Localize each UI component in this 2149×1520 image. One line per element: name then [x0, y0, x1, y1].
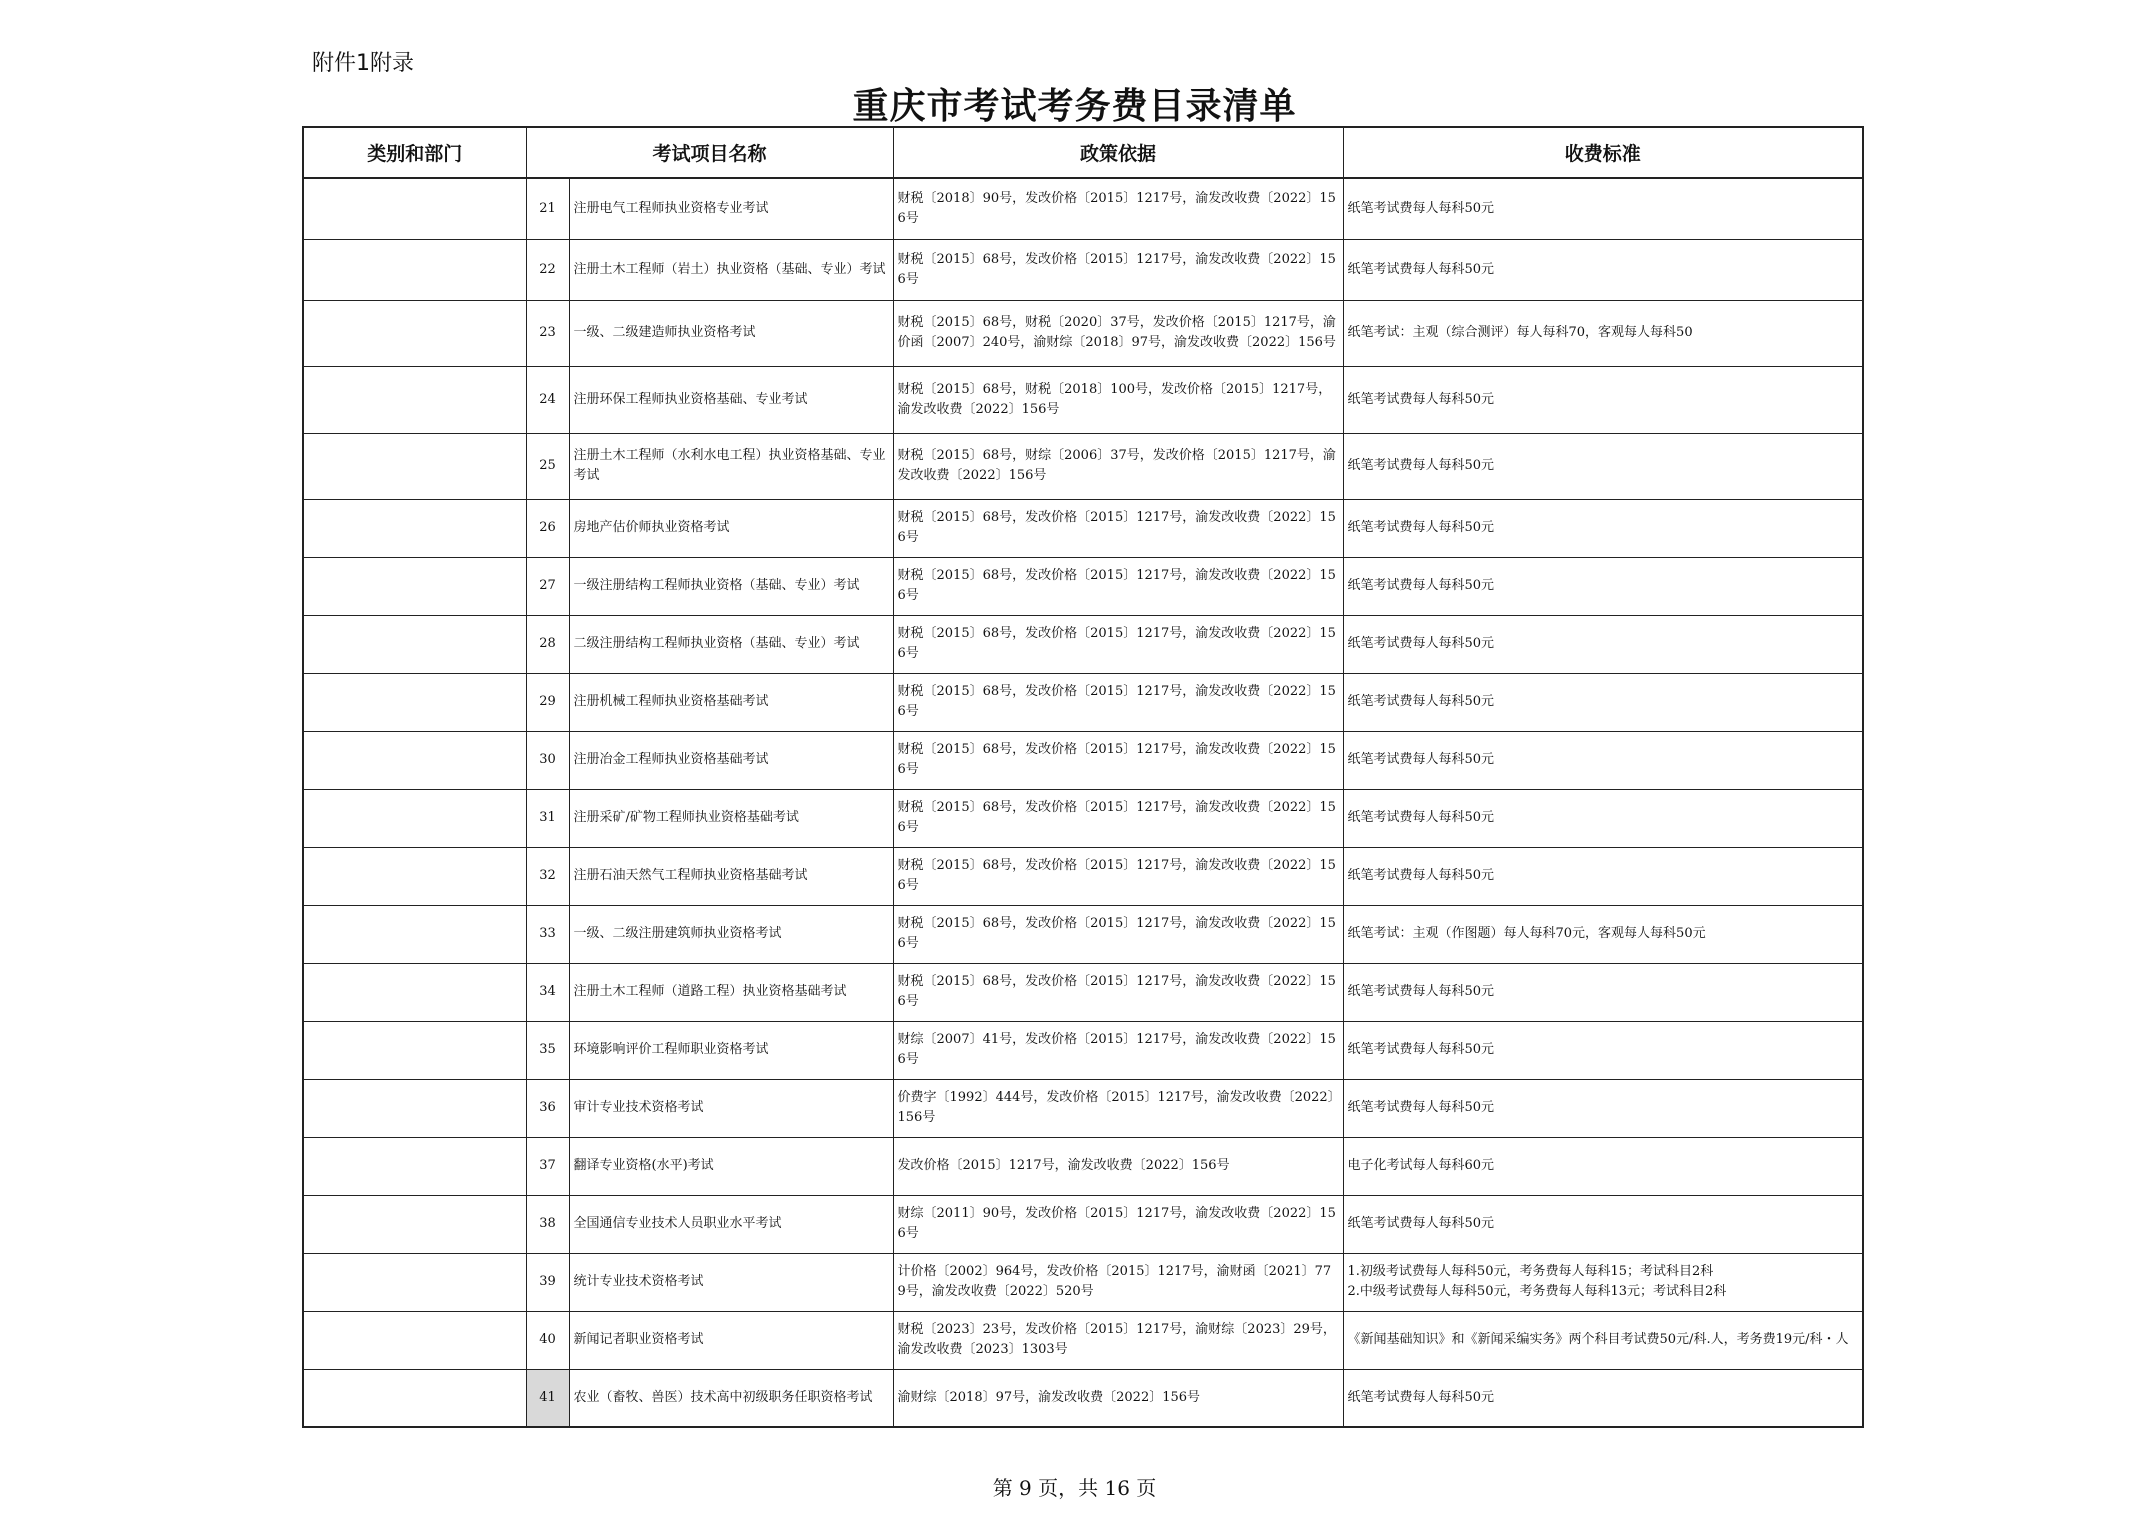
standard-cell: 纸笔考试费每人每科50元: [1343, 1369, 1863, 1427]
exam-name-cell: 一级、二级注册建筑师执业资格考试: [569, 905, 893, 963]
standard-cell: 纸笔考试费每人每科50元: [1343, 239, 1863, 300]
standard-cell: 纸笔考试：主观（综合测评）每人每科70，客观每人每科50: [1343, 300, 1863, 366]
standard-cell: [1343, 1253, 1863, 1311]
exam-name-cell: 新闻记者职业资格考试: [569, 1311, 893, 1369]
standard-cell: 纸笔考试费每人每科50元: [1343, 1195, 1863, 1253]
row-number: 30: [526, 731, 569, 789]
exam-name-cell: 注册电气工程师执业资格专业考试: [569, 178, 893, 239]
category-cell: [303, 673, 526, 731]
table-row: [303, 366, 1863, 433]
exam-name-cell: 二级注册结构工程师执业资格（基础、专业）考试: [569, 615, 893, 673]
row-number: 21: [526, 178, 569, 239]
standard-line: 2.中级考试费每人每科50元，考务费每人每科13元；考试科目2科: [1347, 1284, 1727, 1299]
exam-name-cell: 注册土木工程师（道路工程）执业资格基础考试: [569, 963, 893, 1021]
table-row: [303, 731, 1863, 789]
standard-cell: 纸笔考试费每人每科50元: [1343, 673, 1863, 731]
row-number: 22: [526, 239, 569, 300]
standard-cell: 纸笔考试费每人每科50元: [1343, 433, 1863, 499]
standard-cell: 纸笔考试费每人每科50元: [1343, 178, 1863, 239]
exam-name-cell: 注册冶金工程师执业资格基础考试: [569, 731, 893, 789]
page-footer: 第 9 页，共 16 页: [992, 1476, 1157, 1500]
row-number: 25: [526, 433, 569, 499]
table-row: [303, 300, 1863, 366]
category-cell: [303, 615, 526, 673]
header-category: 类别和部门: [303, 127, 526, 178]
policy-cell: 渝财综〔2018〕97号，渝发改收费〔2022〕156号: [893, 1369, 1343, 1427]
category-cell: [303, 1253, 526, 1311]
table-row: [303, 433, 1863, 499]
policy-cell: 财税〔2015〕68号，发改价格〔2015〕1217号，渝发改收费〔2022〕156号: [893, 847, 1343, 905]
policy-cell: 计价格〔2002〕964号，发改价格〔2015〕1217号，渝财函〔2021〕779号，渝发改收费〔2022〕520号: [893, 1253, 1343, 1311]
standard-cell: 纸笔考试费每人每科50元: [1343, 1079, 1863, 1137]
table-row: [303, 1137, 1863, 1195]
exam-name-cell: 注册土木工程师（岩土）执业资格（基础、专业）考试: [569, 239, 893, 300]
category-cell: [303, 1369, 526, 1427]
standard-cell: 电子化考试每人每科60元: [1343, 1137, 1863, 1195]
row-number: 38: [526, 1195, 569, 1253]
header-row: [303, 127, 1863, 178]
row-number: 39: [526, 1253, 569, 1311]
page-title: 重庆市考试考务费目录清单: [852, 85, 1297, 127]
category-cell: [303, 557, 526, 615]
row-number: 32: [526, 847, 569, 905]
category-cell: [303, 963, 526, 1021]
row-number: 31: [526, 789, 569, 847]
exam-name-cell: 一级、二级建造师执业资格考试: [569, 300, 893, 366]
category-cell: [303, 731, 526, 789]
table-row: [303, 673, 1863, 731]
exam-name-cell: 环境影响评价工程师职业资格考试: [569, 1021, 893, 1079]
exam-name-cell: 注册环保工程师执业资格基础、专业考试: [569, 366, 893, 433]
row-number: 33: [526, 905, 569, 963]
category-cell: [303, 1021, 526, 1079]
exam-name-cell: 审计专业技术资格考试: [569, 1079, 893, 1137]
standard-cell: 纸笔考试费每人每科50元: [1343, 731, 1863, 789]
category-cell: [303, 499, 526, 557]
category-cell: [303, 366, 526, 433]
row-number: 35: [526, 1021, 569, 1079]
standard-cell: 《新闻基础知识》和《新闻采编实务》两个科目考试费50元/科.人，考务费19元/科・人: [1343, 1311, 1863, 1369]
exam-name-cell: 注册土木工程师（水利水电工程）执业资格基础、专业考试: [569, 433, 893, 499]
category-cell: [303, 433, 526, 499]
policy-cell: 财税〔2015〕68号，发改价格〔2015〕1217号，渝发改收费〔2022〕156号: [893, 557, 1343, 615]
category-cell: [303, 1311, 526, 1369]
exam-name-cell: 注册采矿/矿物工程师执业资格基础考试: [569, 789, 893, 847]
header-standard: 收费标准: [1343, 127, 1863, 178]
category-cell: [303, 1195, 526, 1253]
policy-cell: 财税〔2015〕68号，发改价格〔2015〕1217号，渝发改收费〔2022〕156号: [893, 731, 1343, 789]
standard-cell: 纸笔考试费每人每科50元: [1343, 1021, 1863, 1079]
table-row: [303, 789, 1863, 847]
policy-cell: 财税〔2015〕68号，财税〔2020〕37号，发改价格〔2015〕1217号，渝价函〔2007〕240号，渝财综〔2018〕97号，渝发改收费〔2022〕156号: [893, 300, 1343, 366]
policy-cell: 财综〔2007〕41号，发改价格〔2015〕1217号，渝发改收费〔2022〕156号: [893, 1021, 1343, 1079]
standard-cell: 纸笔考试费每人每科50元: [1343, 499, 1863, 557]
table-row: [303, 1311, 1863, 1369]
table-row: [303, 557, 1863, 615]
standard-line: 1.初级考试费每人每科50元，考务费每人每科15；考试科目2科: [1347, 1264, 1714, 1279]
row-number: 36: [526, 1079, 569, 1137]
table-row: [303, 963, 1863, 1021]
standard-cell: 纸笔考试费每人每科50元: [1343, 366, 1863, 433]
policy-cell: 财税〔2015〕68号，财税〔2018〕100号，发改价格〔2015〕1217号，渝发改收费〔2022〕156号: [893, 366, 1343, 433]
exam-name-cell: 一级注册结构工程师执业资格（基础、专业）考试: [569, 557, 893, 615]
exam-name-cell: 注册石油天然气工程师执业资格基础考试: [569, 847, 893, 905]
exam-name-cell: 统计专业技术资格考试: [569, 1253, 893, 1311]
row-number: 40: [526, 1311, 569, 1369]
standard-cell: 纸笔考试：主观（作图题）每人每科70元，客观每人每科50元: [1343, 905, 1863, 963]
category-cell: [303, 178, 526, 239]
standard-cell: 纸笔考试费每人每科50元: [1343, 847, 1863, 905]
category-cell: [303, 1137, 526, 1195]
table-row: [303, 1195, 1863, 1253]
policy-cell: 财税〔2018〕90号，发改价格〔2015〕1217号，渝发改收费〔2022〕156号: [893, 178, 1343, 239]
table-row: [303, 1079, 1863, 1137]
table-row: [303, 1021, 1863, 1079]
row-number: 23: [526, 300, 569, 366]
exam-name-cell: 全国通信专业技术人员职业水平考试: [569, 1195, 893, 1253]
header-exam-name: 考试项目名称: [526, 127, 893, 178]
policy-cell: 财税〔2015〕68号，发改价格〔2015〕1217号，渝发改收费〔2022〕156号: [893, 789, 1343, 847]
standard-cell: 纸笔考试费每人每科50元: [1343, 615, 1863, 673]
row-number: 34: [526, 963, 569, 1021]
row-number: 29: [526, 673, 569, 731]
table-row: [303, 905, 1863, 963]
header-policy: 政策依据: [893, 127, 1343, 178]
policy-cell: 财税〔2015〕68号，发改价格〔2015〕1217号，渝发改收费〔2022〕156号: [893, 673, 1343, 731]
row-number: 24: [526, 366, 569, 433]
policy-cell: 价费字〔1992〕444号，发改价格〔2015〕1217号，渝发改收费〔2022〕156号: [893, 1079, 1343, 1137]
category-cell: [303, 847, 526, 905]
table-row: [303, 239, 1863, 300]
row-number: 27: [526, 557, 569, 615]
exam-name-cell: 房地产估价师执业资格考试: [569, 499, 893, 557]
row-number: 41: [526, 1369, 569, 1427]
category-cell: [303, 789, 526, 847]
standard-cell: 纸笔考试费每人每科50元: [1343, 557, 1863, 615]
table-row: [303, 1369, 1863, 1427]
table-row: [303, 499, 1863, 557]
standard-cell: 纸笔考试费每人每科50元: [1343, 789, 1863, 847]
fee-table: [302, 126, 1864, 1428]
row-number: 28: [526, 615, 569, 673]
category-cell: [303, 905, 526, 963]
policy-cell: 财综〔2011〕90号，发改价格〔2015〕1217号，渝发改收费〔2022〕156号: [893, 1195, 1343, 1253]
standard-cell: 纸笔考试费每人每科50元: [1343, 963, 1863, 1021]
exam-name-cell: 翻译专业资格(水平)考试: [569, 1137, 893, 1195]
policy-cell: 财税〔2015〕68号，发改价格〔2015〕1217号，渝发改收费〔2022〕156号: [893, 963, 1343, 1021]
policy-cell: 财税〔2015〕68号，发改价格〔2015〕1217号，渝发改收费〔2022〕156号: [893, 499, 1343, 557]
policy-cell: 财税〔2015〕68号，发改价格〔2015〕1217号，渝发改收费〔2022〕156号: [893, 615, 1343, 673]
row-number: 26: [526, 499, 569, 557]
row-number: 37: [526, 1137, 569, 1195]
policy-cell: 财税〔2015〕68号，发改价格〔2015〕1217号，渝发改收费〔2022〕156号: [893, 905, 1343, 963]
table-row: [303, 615, 1863, 673]
table-row: [303, 847, 1863, 905]
policy-cell: 财税〔2023〕23号，发改价格〔2015〕1217号，渝财综〔2023〕29号，渝发改收费〔2023〕1303号: [893, 1311, 1343, 1369]
category-cell: [303, 300, 526, 366]
policy-cell: 财税〔2015〕68号，财综〔2006〕37号，发改价格〔2015〕1217号，渝发改收费〔2022〕156号: [893, 433, 1343, 499]
category-cell: [303, 239, 526, 300]
category-cell: [303, 1079, 526, 1137]
policy-cell: 财税〔2015〕68号，发改价格〔2015〕1217号，渝发改收费〔2022〕156号: [893, 239, 1343, 300]
table-row: [303, 178, 1863, 239]
exam-name-cell: 农业（畜牧、兽医）技术高中初级职务任职资格考试: [569, 1369, 893, 1427]
table-row: [303, 1253, 1863, 1311]
policy-cell: 发改价格〔2015〕1217号，渝发改收费〔2022〕156号: [893, 1137, 1343, 1195]
attachment-label: 附件1附录: [312, 51, 414, 76]
exam-name-cell: 注册机械工程师执业资格基础考试: [569, 673, 893, 731]
